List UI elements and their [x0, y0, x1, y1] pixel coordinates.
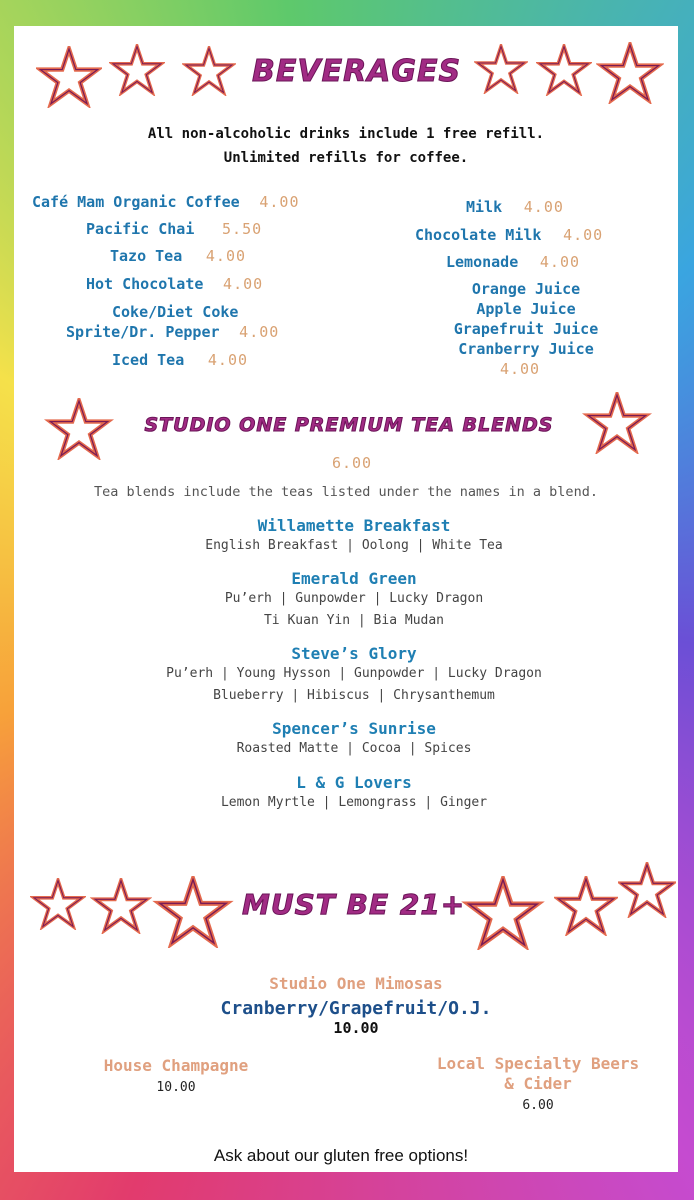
juice-price: 4.00: [499, 360, 541, 378]
star-icon: [152, 876, 234, 948]
beer-price: 6.00: [522, 1098, 554, 1113]
star-icon: [458, 876, 548, 950]
blend-name: Spencer’s Sunrise: [272, 719, 436, 738]
beer-title-1: Local Specialty Beers: [436, 1054, 640, 1073]
star-icon: [42, 398, 116, 460]
item-price: 4.00: [539, 253, 581, 271]
blend-teas: Pu’erh | Gunpowder | Lucky Dragon: [224, 591, 484, 606]
list-item: [415, 225, 603, 244]
blend-name: Emerald Green: [291, 569, 417, 588]
star-icon: [182, 46, 236, 96]
list-item: [86, 219, 262, 238]
blend-name: L & G Lovers: [296, 773, 412, 792]
blend-teas: Ti Kuan Yin | Bia Mudan: [263, 613, 444, 628]
item-name: Café Mam Organic Coffee: [32, 193, 240, 211]
item-price: 4.00: [239, 323, 280, 341]
tea-blends-title: STUDIO ONE PREMIUM TEA BLENDS: [144, 414, 554, 436]
champagne-price: 10.00: [156, 1080, 196, 1095]
list-item: [32, 192, 299, 211]
tea-blends-price: 6.00: [331, 454, 373, 472]
star-icon: [474, 44, 528, 94]
item-name: Sprite/Dr. Pepper: [66, 323, 220, 341]
blend-teas: English Breakfast | Oolong | White Tea: [205, 538, 503, 553]
star-icon: [618, 862, 676, 918]
item-name: Coke/Diet Coke: [112, 303, 239, 321]
list-item: Apple Juice: [476, 300, 576, 318]
beverages-title: BEVERAGES: [252, 54, 462, 89]
star-icon: [596, 42, 664, 104]
mimosa-price: 10.00: [333, 1019, 379, 1037]
blend-name: Willamette Breakfast: [257, 516, 451, 535]
blend-teas: Roasted Matte | Cocoa | Spices: [236, 741, 472, 756]
blend-teas: Lemon Myrtle | Lemongrass | Ginger: [220, 795, 488, 810]
star-icon: [36, 46, 102, 108]
item-name: Pacific Chai: [86, 220, 195, 238]
item-name: Hot Chocolate: [86, 275, 204, 293]
list-item: [446, 252, 580, 271]
item-price: 4.00: [523, 198, 564, 216]
item-price: 4.00: [259, 193, 300, 211]
item-name: Tazo Tea: [110, 247, 183, 265]
star-icon: [109, 44, 165, 96]
list-item: [66, 322, 279, 341]
list-item: [112, 350, 248, 369]
footer-note: Ask about our gluten free options!: [213, 1146, 469, 1165]
list-item: [466, 197, 564, 216]
blend-teas: Pu’erh | Young Hysson | Gunpowder | Lucky Dragon: [166, 666, 542, 681]
item-price: 4.00: [563, 226, 604, 244]
beer-title-2: & Cider: [504, 1074, 572, 1093]
item-name: Iced Tea: [112, 351, 185, 369]
menu-page: [14, 26, 678, 1172]
star-icon: [554, 876, 618, 936]
champagne-title: House Champagne: [103, 1056, 249, 1075]
list-item: Grapefruit Juice: [453, 320, 599, 338]
mimosa-title: Studio One Mimosas: [269, 974, 443, 993]
mimosa-flavors: Cranberry/Grapefruit/O.J.: [220, 998, 492, 1019]
list-item: [86, 274, 263, 293]
beverages-note-2: Unlimited refills for coffee.: [223, 150, 469, 166]
item-price: 5.50: [222, 220, 263, 238]
list-item: Orange Juice: [471, 280, 581, 298]
star-icon: [90, 878, 152, 934]
item-price: 4.00: [205, 247, 247, 265]
list-item: Cranberry Juice: [458, 340, 594, 358]
item-name: Milk: [466, 198, 503, 216]
adult-title: MUST BE 21+: [242, 888, 466, 921]
blend-teas: Blueberry | Hibiscus | Chrysanthemum: [213, 688, 495, 703]
star-icon: [30, 878, 86, 930]
tea-blends-note: Tea blends include the teas listed under the names in a blend.: [94, 484, 598, 500]
star-icon: [580, 392, 654, 454]
list-item: [110, 246, 246, 265]
item-price: 4.00: [223, 275, 264, 293]
item-price: 4.00: [207, 351, 249, 369]
beverages-note-1: All non-alcoholic drinks include 1 free refill.: [147, 126, 545, 142]
star-icon: [536, 44, 592, 96]
list-item: [112, 302, 238, 321]
item-name: Lemonade: [446, 253, 519, 271]
item-name: Chocolate Milk: [415, 226, 542, 244]
blend-name: Steve’s Glory: [291, 644, 417, 663]
